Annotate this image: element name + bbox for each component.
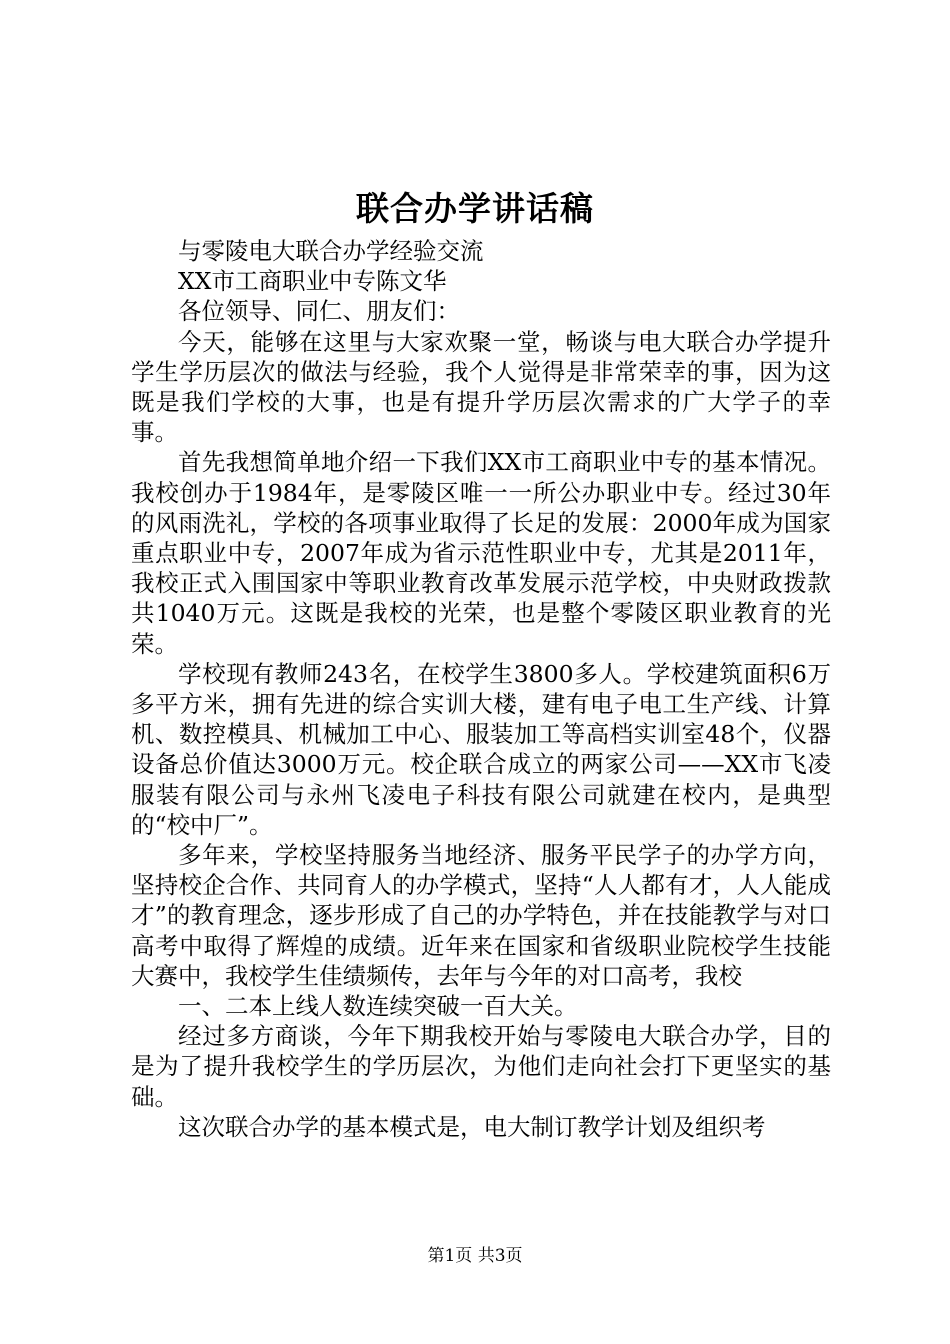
page-footer: 第1页 共3页 bbox=[427, 1246, 523, 1266]
paragraph-achievements: 多年来，学校坚持服务当地经济、服务平民学子的办学方向，坚持校企合作、共同育人的办学模式，坚持“人人都有才，人人能成才”的教育理念，逐步形成了自己的办学特色，并在技能教学与对口高考中取得了辉煌的成绩。近年来在国家和省级职业院校学生技能大赛中，我校学生佳绩频传，去年与今年的对口高考，我校 bbox=[131, 841, 831, 990]
paragraph-salutation: 各位领导、同仁、朋友们： bbox=[178, 297, 460, 326]
paragraph-author: XX市工商职业中专陈文华 bbox=[178, 267, 447, 296]
paragraph-cooperation: 经过多方商谈，今年下期我校开始与零陵电大联合办学，目的是为了提升我校学生的学历层次，为他们走向社会打下更坚实的基础。 bbox=[131, 1022, 831, 1111]
document-body bbox=[131, 236, 831, 1142]
paragraph-school-intro: 首先我想简单地介绍一下我们XX市工商职业中专的基本情况。我校创办于1984年，是零陵区唯一一所公办职业中专。经过30年的风雨洗礼，学校的各项事业取得了长足的发展：2000年成为国家重点职业中专，2007年成为省示范性职业中专，尤其是2011年，我校正式入围国家中等职业教育改革发展示范学校，中央财政拨款共1040万元。这既是我校的光荣，也是整个零陵区职业教育的光荣。 bbox=[131, 448, 831, 658]
paragraph-mode: 这次联合办学的基本模式是，电大制订教学计划及组织考 bbox=[178, 1112, 766, 1141]
paragraph-opening: 今天，能够在这里与大家欢聚一堂，畅谈与电大联合办学提升学生学历层次的做法与经验，我个人觉得是非常荣幸的事，因为这既是我们学校的大事，也是有提升学历层次需求的广大学子的幸事。 bbox=[131, 327, 831, 447]
paragraph-exam-results: 一、二本上线人数连续突破一百大关。 bbox=[178, 992, 578, 1021]
paragraph-subtitle: 与零陵电大联合办学经验交流 bbox=[178, 237, 484, 265]
paragraph-school-facilities: 学校现有教师243名，在校学生3800多人。学校建筑面积6万多平方米，拥有先进的综合实训大楼，建有电子电工生产线、计算机、数控模具、机械加工中心、服装加工等高档实训室48个，仪器设备总价值达3000万元。校企联合成立的两家公司——XX市飞凌服装有限公司与永州飞凌电子科技有限公司就建在校内，是典型的“校中厂”。 bbox=[131, 659, 831, 839]
document-title: 联合办学讲话稿 bbox=[356, 189, 594, 228]
